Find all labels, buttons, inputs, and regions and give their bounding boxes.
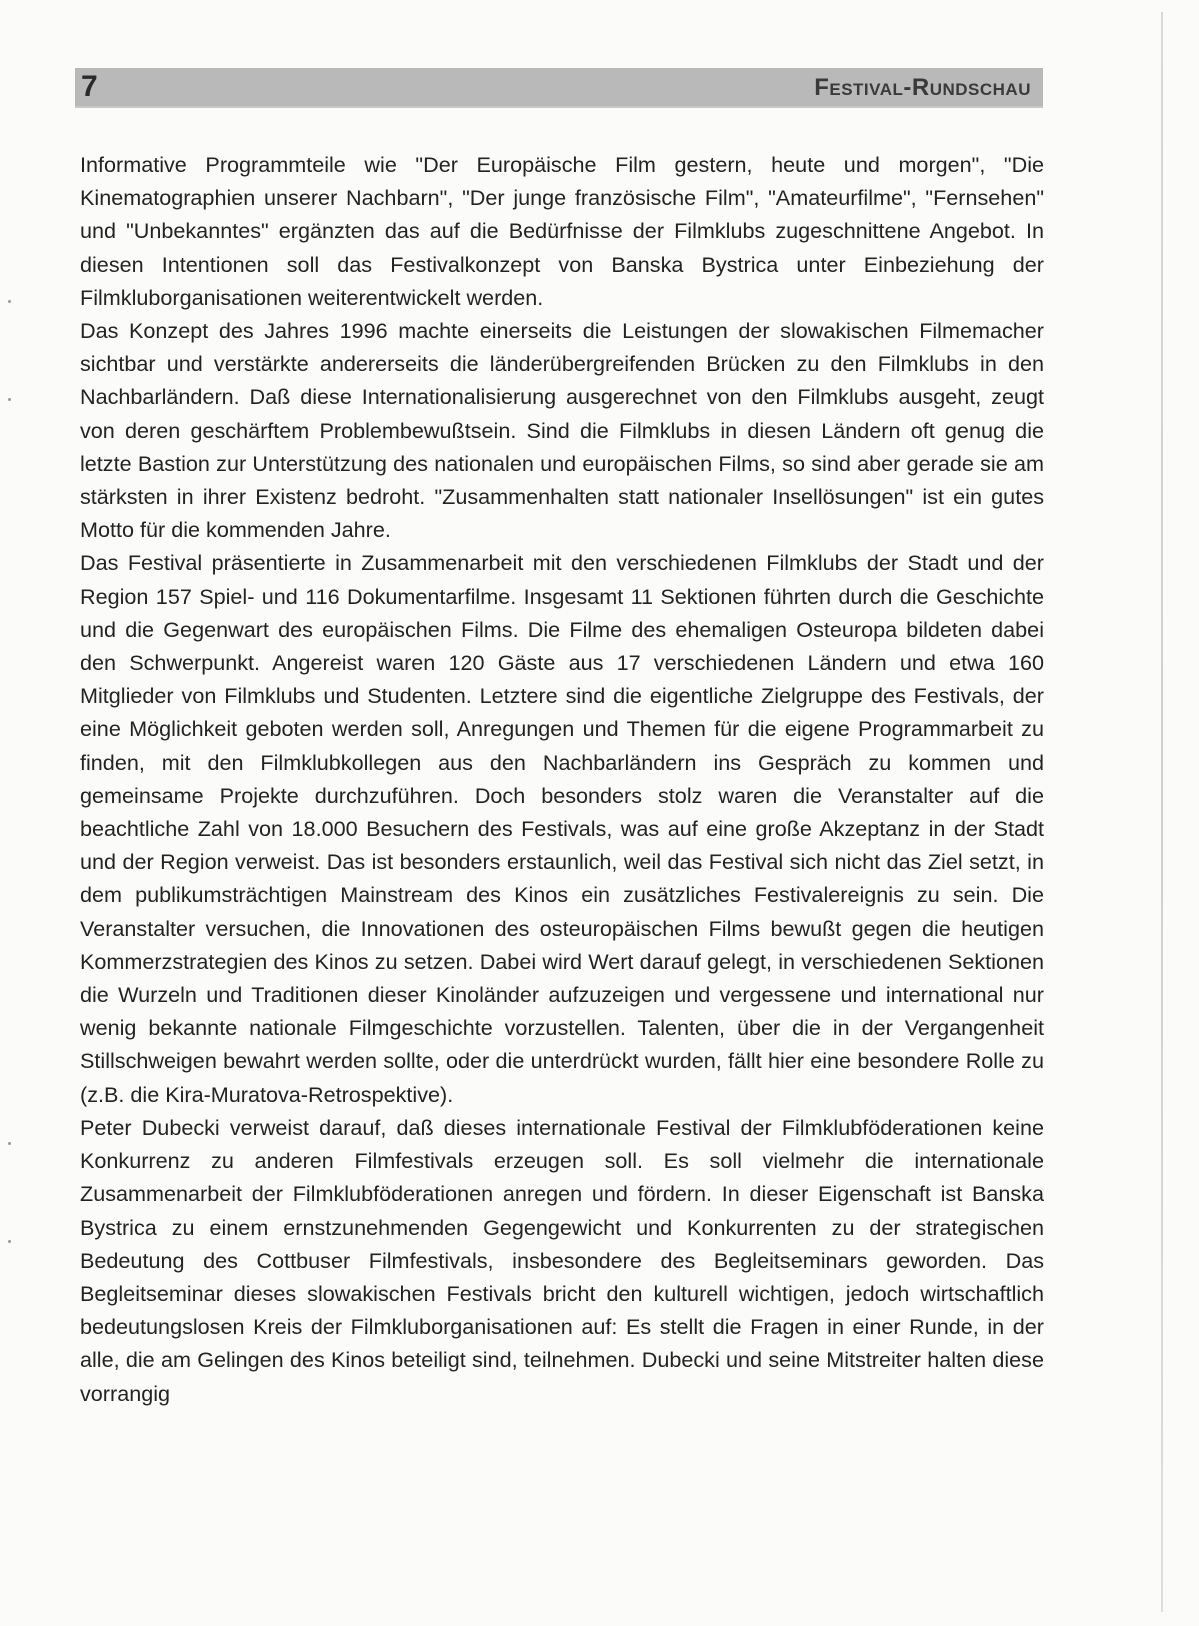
page-header-bar [75, 68, 1043, 108]
scan-speck [8, 1142, 11, 1145]
scan-speck [8, 300, 11, 303]
scan-speck [8, 1240, 11, 1243]
page-edge-shadow [1161, 12, 1163, 1612]
article-body [80, 148, 1044, 1410]
section-title: Festival-Rundschau [814, 74, 1031, 101]
paragraph: Informative Programmteile wie "Der Europäische Film gestern, heute und morgen", "Die Kinematographien unserer Nachbarn", "Der junge französische Film", "Amateurfilme", "Fernsehen" und "Unbekanntes" ergänzten das auf die Bedürfnisse der Filmklubs zugeschnittene Angebot. In diesen Intentionen soll das Festivalkonzept von Banska Bystrica unter Einbeziehung der Filmkluborganisationen weiterentwickelt werden. [80, 152, 1044, 310]
scan-speck [8, 398, 11, 401]
paragraph: Das Festival präsentierte in Zusammenarbeit mit den verschiedenen Filmklubs der Stadt und der Region 157 Spiel- und 116 Dokumentarfilme. Insgesamt 11 Sektionen führten durch die Geschichte und die Gegenwart des europäischen Films. Die Filme des ehemaligen Osteuropa bildeten dabei den Schwerpunkt. Angereist waren 120 Gäste aus 17 verschiedenen Ländern und etwa 160 Mitglieder von Filmklubs und Studenten. Letztere sind die eigentliche Zielgruppe des Festivals, der eine Möglichkeit geboten werden soll, Anregungen und Themen für die eigene Programmarbeit zu finden, mit den Filmklubkollegen aus den Nachbarländern ins Gespräch zu kommen und gemeinsame Projekte durchzuführen. Doch besonders stolz waren die Veranstalter auf die beachtliche Zahl von 18.000 Besuchern des Festivals, was auf eine große Akzeptanz in der Stadt und der Region verweist. Das ist besonders erstaunlich, weil das Festival sich nicht das Ziel setzt, in dem publikumsträchtigen Mainstream des Kinos ein zusätzliches Festivalereignis zu sein. Die Veranstalter versuchen, die Innovationen des osteuropäischen Films bewußt gegen die heutigen Kommerzstrategien des Kinos zu setzen. Dabei wird Wert darauf gelegt, in verschiedenen Sektionen die Wurzeln und Traditionen dieser Kinoländer aufzuzeigen und vergessene und international nur wenig bekannte nationale Filmgeschichte vorzustellen. Talenten, über die in der Vergangenheit Stillschweigen bewahrt werden sollte, oder die unterdrückt wurden, fällt hier eine besondere Rolle zu (z.B. die Kira-Muratova-Retrospektive). [80, 550, 1044, 1107]
page-number: 7 [81, 70, 98, 103]
paragraph: Das Konzept des Jahres 1996 machte einerseits die Leistungen der slowakischen Filmemacher sichtbar und verstärkte andererseits die länderübergreifenden Brücken zu den Filmklubs in den Nachbarländern. Daß diese Internationalisierung ausgerechnet von den Filmklubs ausgeht, zeugt von deren geschärftem Problembewußtsein. Sind die Filmklubs in diesen Ländern oft genug die letzte Bastion zur Unterstützung des nationalen und europäischen Films, so sind aber gerade sie am stärksten in ihrer Existenz bedroht. "Zusammenhalten statt nationaler Insellösungen" ist ein gutes Motto für die kommenden Jahre. [80, 318, 1044, 543]
paragraph: Peter Dubecki verweist darauf, daß dieses internationale Festival der Filmklubföderationen keine Konkurrenz zu anderen Filmfestivals erzeugen soll. Es soll vielmehr die internationale Zusammenarbeit der Filmklubföderationen anregen und fördern. In dieser Eigenschaft ist Banska Bystrica zu einem ernstzunehmenden Gegengewicht und Konkurrenten zu der strategischen Bedeutung des Cottbuser Filmfestivals, insbesondere des Begleitseminars geworden. Das Begleitseminar dieses slowakischen Festivals bricht den kulturell wichtigen, jedoch wirtschaftlich bedeutungslosen Kreis der Filmkluborganisationen auf: Es stellt die Fragen in einer Runde, in der alle, die am Gelingen des Kinos beteiligt sind, teilnehmen. Dubecki und seine Mitstreiter halten diese vorrangig [80, 1114, 1044, 1406]
